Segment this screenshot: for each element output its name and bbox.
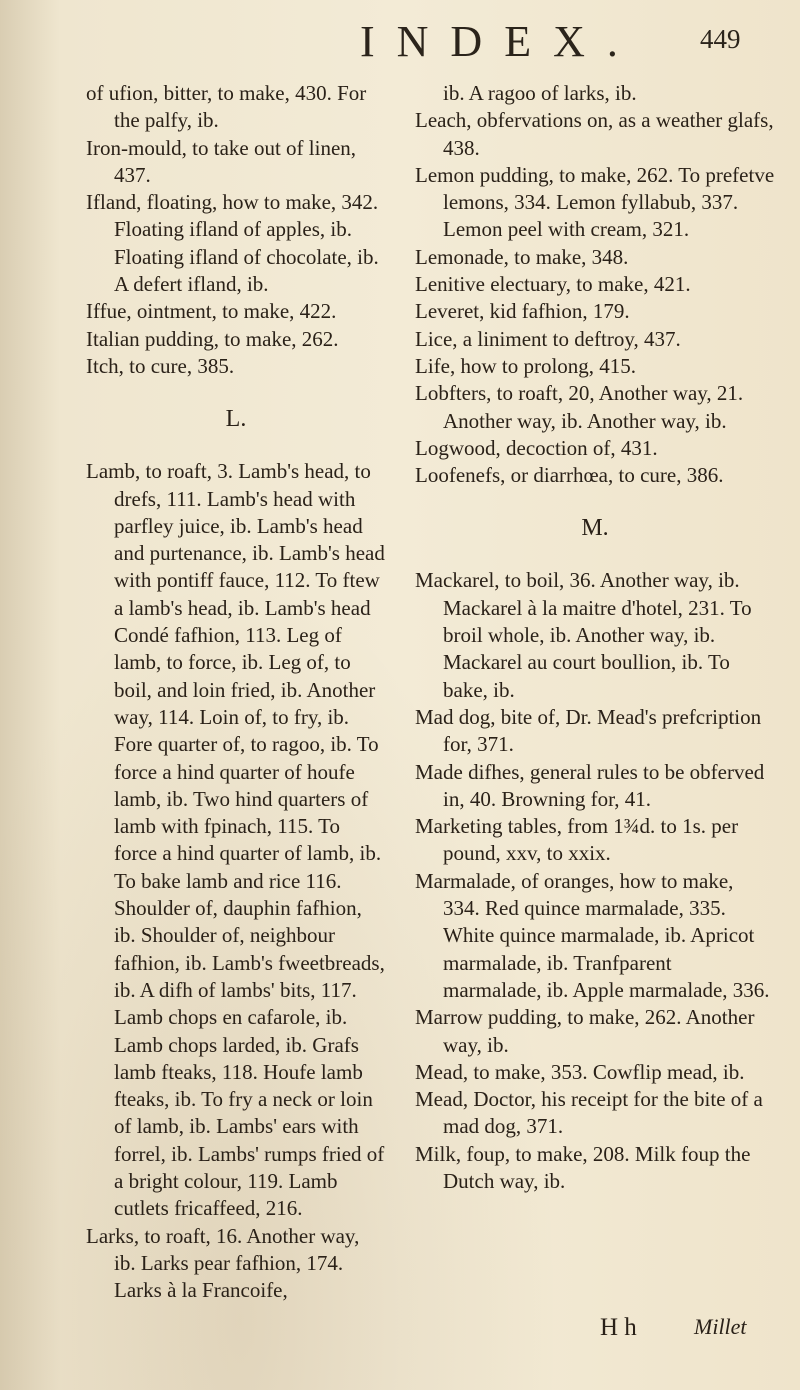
index-entry: Made difhes, general rules to be obferved in, 40. Browning for, 41. bbox=[415, 759, 765, 811]
index-entry: Itch, to cure, 385. bbox=[86, 353, 235, 378]
index-entry: Lemon pudding, to make, 262. To prefetve lemons, 334. Lemon fyllabub, 337. Lemon peel with cream, 321. bbox=[415, 162, 775, 242]
index-entry: Mad dog, bite of, Dr. Mead's prefcription for, 371. bbox=[415, 704, 762, 757]
page-number: 449 bbox=[700, 24, 741, 54]
page-title: INDEX. bbox=[360, 17, 640, 66]
section-letter: L. bbox=[225, 406, 247, 433]
section-letter: M. bbox=[581, 515, 609, 542]
index-entry: Mead, to make, 353. Cowflip mead, ib. bbox=[415, 1059, 745, 1084]
index-entry: Mead, Doctor, his receipt for the bite of a mad dog, 371. bbox=[415, 1087, 763, 1139]
index-entry: Italian pudding, to make, 262. bbox=[86, 326, 339, 351]
index-entry: Marmalade, of oranges, how to make, 334. Red quince marmalade, 335. White quince marmalade, ib. Apricot marmalade, ib. Tranfparent marmalade, ib. Apple marmalade, 336. bbox=[415, 868, 770, 1002]
index-entry: Loofenefs, or diarrhœa, to cure, 386. bbox=[415, 463, 724, 488]
index-entry: Lenitive electuary, to make, 421. bbox=[415, 272, 691, 297]
index-entry: Lamb, to roaft, 3. Lamb's head, to drefs, 111. Lamb's head with parfley juice, ib. Lamb's head and purtenance, ib. Lamb's head with pontiff fauce, 112. To ftew a lamb's head, ib. Lamb's head Condé fafhion, 113. Leg of lamb, to force, ib. Leg of, to boil, and loin fried, ib. Another way, 114. Loin of, to fry, ib. Fore quarter of, to ragoo, ib. To force a hind quarter of houfe lamb, ib. Two hind quarters of lamb with fpinach, 115. To force a hind quarter of lamb, ib. To bake lamb and rice 116. Shoulder of, dauphin fafhion, ib. Shoulder of, neighbour fafhion, ib. Lamb's fweetbreads, ib. A difh of lambs' bits, 117. Lamb chops en cafarole, ib. Lamb chops larded, ib. Grafs lamb fteaks, 118. Houfe lamb fteaks, ib. To fry a neck or loin of lamb, ib. Lambs' ears with forrel, ib. Lambs' rumps fried of a bright colour, 119. Lamb cutlets fricaffeed, 216. bbox=[86, 459, 385, 1221]
running-header bbox=[0, 14, 800, 64]
index-column-left bbox=[86, 80, 386, 1304]
index-entry: Life, how to prolong, 415. bbox=[415, 353, 637, 378]
index-entry: Lemonade, to make, 348. bbox=[415, 244, 629, 269]
index-entry: Logwood, decoction of, 431. bbox=[415, 435, 658, 460]
index-entry: Lobfters, to roaft, 20, Another way, 21. Another way, ib. Another way, ib. bbox=[415, 381, 744, 433]
index-entry: of ufion, bitter, to make, 430. For the palfy, ib. bbox=[86, 81, 367, 133]
index-entry: Iffue, ointment, to make, 422. bbox=[86, 299, 337, 324]
signature-mark: H h bbox=[600, 1314, 637, 1341]
index-entry: Milk, foup, to make, 208. Milk foup the Dutch way, ib. bbox=[415, 1141, 751, 1193]
index-entry: Leveret, kid fafhion, 179. bbox=[415, 299, 630, 324]
index-entry: ib. A ragoo of larks, ib. bbox=[443, 81, 637, 105]
index-entry: Lice, a liniment to deftroy, 437. bbox=[415, 326, 681, 351]
catchword: Millet bbox=[694, 1314, 747, 1339]
index-entry: Larks, to roaft, 16. Another way, ib. Larks pear fafhion, 174. Larks à la Francoife, bbox=[86, 1223, 360, 1303]
index-entry: Marrow pudding, to make, 262. Another way, ib. bbox=[415, 1005, 755, 1057]
index-entry: Leach, obfervations on, as a weather glafs, 438. bbox=[415, 108, 774, 160]
index-column-right bbox=[415, 80, 775, 1195]
index-entry: Iron-mould, to take out of linen, 437. bbox=[86, 135, 357, 187]
index-entry: Marketing tables, from 1¾d. to 1s. per pound, xxv, to xxix. bbox=[415, 814, 739, 866]
index-entry: Mackarel, to boil, 36. Another way, ib. Mackarel à la maitre d'hotel, 231. To broil whole, ib. Another way, ib. Mackarel au court boullion, ib. To bake, ib. bbox=[415, 568, 752, 702]
index-entry: Ifland, floating, how to make, 342. Floating ifland of apples, ib. Floating ifland of chocolate, ib. A defert ifland, ib. bbox=[86, 190, 379, 297]
